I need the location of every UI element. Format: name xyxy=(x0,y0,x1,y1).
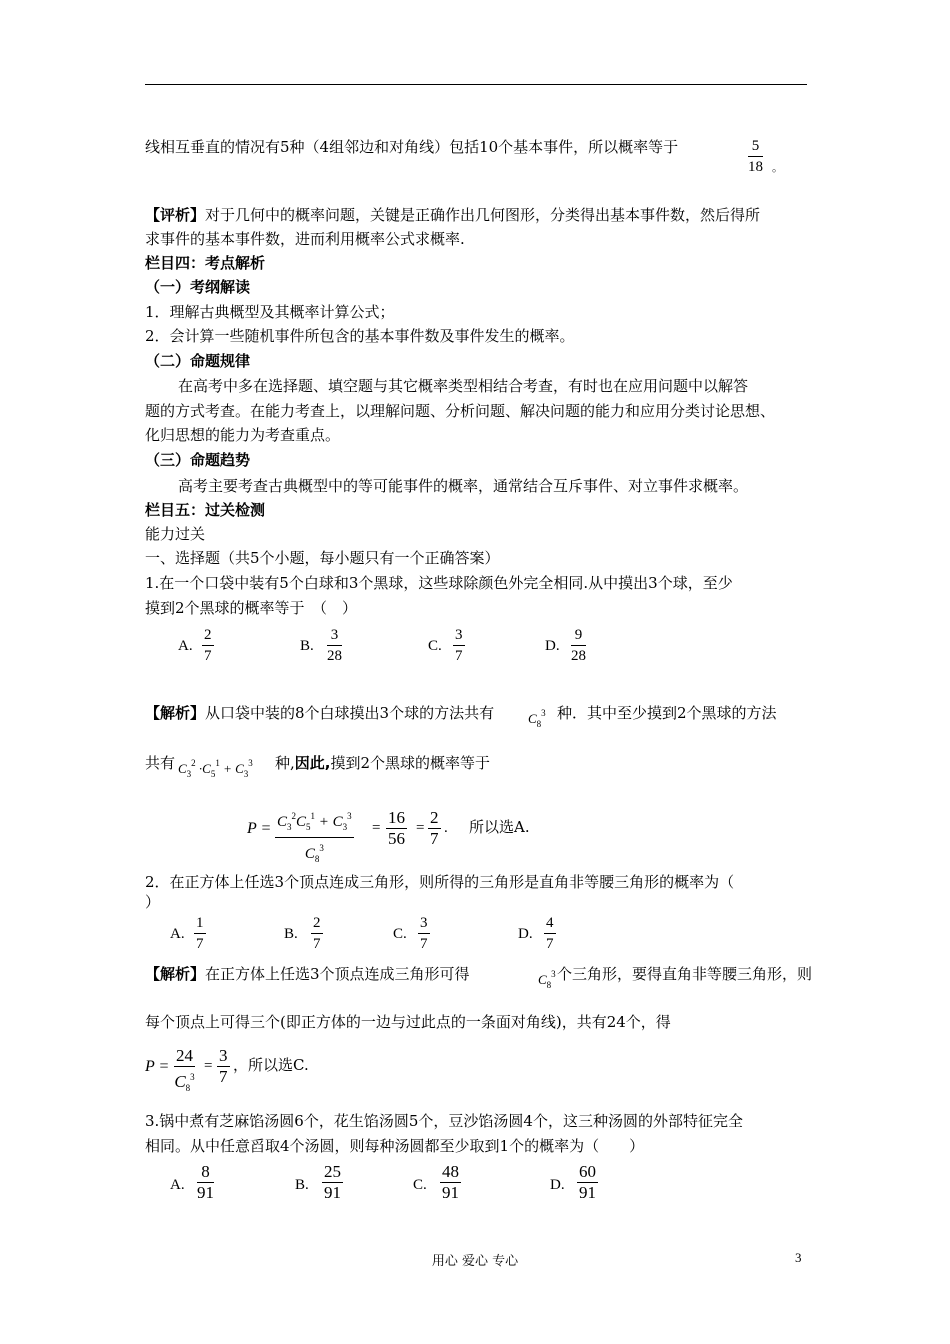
formula-lhs: P = xyxy=(247,820,272,837)
text-line: 1．理解古典概型及其概率计算公式； xyxy=(145,303,395,321)
text-line: 所以选A. xyxy=(469,818,530,836)
text-line: 摸到2个黑球的概率等于 （ ） xyxy=(145,599,358,617)
option-label: C. xyxy=(428,638,442,654)
page-number: 3 xyxy=(795,1250,802,1265)
option-fraction: $\frac{8}{91}$ xyxy=(197,1162,214,1202)
text-line: 相同。从中任意舀取4个汤圆，则每种汤圆都至少取到1个的概率为（ ） xyxy=(145,1137,645,1155)
subsection-heading: （二）命题规律 xyxy=(145,352,251,370)
result-fraction: $\frac{3}{7}$ xyxy=(219,1046,228,1086)
text-end: 。 xyxy=(772,161,783,174)
text-line: 共有 xyxy=(145,754,176,772)
equals-sign: = xyxy=(204,1058,213,1074)
question-1: 1.在一个口袋中装有5个白球和3个黑球，这些球除颜色外完全相同.从中摸出3个球，至少 xyxy=(145,574,733,592)
question-2: 2．在正方体上任选3个顶点连成三角形，则所得的三角形是直角非等腰三角形的概率为（ xyxy=(145,873,735,891)
text-line: 种．其中至少摸到2个黑球的方法 xyxy=(557,704,777,722)
section-heading: 栏目五：过关检测 xyxy=(145,501,266,519)
text-line: 能力过关 xyxy=(145,525,206,543)
question-3: 3.锅中煮有芝麻馅汤圆6个，花生馅汤圆5个，豆沙馅汤圆4个，这三种汤圆的外部特征完全 xyxy=(145,1112,743,1130)
text-line: 每个顶点上可得三个(即正方体的一边与过此点的一条面对角线)，共有24个，得 xyxy=(145,1013,671,1031)
page-footer: 用心 爱心 专心 xyxy=(431,1254,519,1269)
solution-2: 【解析】在正方体上任选3个顶点连成三角形可得 xyxy=(145,965,470,983)
formula-lhs: P = xyxy=(145,1058,170,1075)
result-fraction: $\frac{2}{7}$ xyxy=(430,808,439,848)
equals-sign: = xyxy=(416,820,425,836)
formula-fraction: $\frac{C_3^2C_5^1 + C_3^3}{C_8^3}$ xyxy=(275,806,354,869)
text-line: 高考主要考查古典概型中的等可能事件的概率，通常结合互斥事件、对立事件求概率。 xyxy=(178,477,749,495)
option-fraction: $\frac{4}{7}$ xyxy=(546,915,554,952)
period: . xyxy=(444,820,448,836)
option-fraction: $\frac{25}{91}$ xyxy=(324,1162,341,1202)
option-label: B. xyxy=(300,638,314,654)
text-line: 一、选择题（共5个小题，每小题只有一个正确答案） xyxy=(145,549,500,567)
option-label: B. xyxy=(284,926,298,942)
option-label: D. xyxy=(545,638,560,654)
fraction: $\frac{5}{18}$ xyxy=(748,138,763,175)
option-label: A. xyxy=(178,638,193,654)
text-line: 个三角形，要得直角非等腰三角形，则 xyxy=(557,965,813,983)
subsection-heading: （三）命题趋势 xyxy=(145,451,251,469)
option-fraction: $\frac{2}{7}$ xyxy=(313,915,321,952)
text-line: 题的方式考查。在能力考查上，以理解问题、分析问题、解决问题的能力和应用分类讨论思想、 xyxy=(145,402,776,420)
option-fraction: $\frac{48}{91}$ xyxy=(442,1162,459,1202)
option-fraction: $\frac{3}{7}$ xyxy=(420,915,428,952)
text-line: 线相互垂直的情况有5种（4组邻边和对角线）包括10个基本事件，所以概率等于 xyxy=(145,138,679,156)
text-line: ） xyxy=(145,893,161,911)
option-fraction: $\frac{1}{7}$ xyxy=(196,915,204,952)
subsection-heading: （一）考纲解读 xyxy=(145,278,251,296)
header-rule xyxy=(145,84,807,85)
option-fraction: $\frac{3}{7}$ xyxy=(455,627,463,664)
option-label: C. xyxy=(413,1177,427,1193)
formula-fraction: $\frac{24}{C_8^3}$ xyxy=(174,1046,195,1093)
option-fraction: $\frac{2}{7}$ xyxy=(204,627,212,664)
review-paragraph: 【评析】对于几何中的概率问题，关键是正确作出几何图形，分类得出基本事件数，然后得所 xyxy=(145,206,761,224)
text-line: 在高考中多在选择题、填空题与其它概率类型相结合考查，有时也在应用问题中以解答 xyxy=(178,377,749,395)
combination-expr: $C_8^3$ xyxy=(538,969,556,990)
option-label: C. xyxy=(393,926,407,942)
option-label: B. xyxy=(295,1177,309,1193)
combination-expr: $C_3^2 \cdot C_5^1 + C_3^3$ xyxy=(178,758,253,779)
option-label: D. xyxy=(518,926,533,942)
option-label: A. xyxy=(170,1177,185,1193)
text-line: ，所以选C. xyxy=(233,1056,309,1074)
section-heading: 栏目四：考点解析 xyxy=(145,254,266,272)
option-fraction: $\frac{9}{28}$ xyxy=(571,627,586,664)
text-line: 2．会计算一些随机事件所包含的基本事件数及事件发生的概率。 xyxy=(145,327,575,345)
text-line: 种,因此,摸到2个黑球的概率等于 xyxy=(275,754,491,772)
text-line: 求事件的基本事件数，进而利用概率公式求概率. xyxy=(145,230,465,248)
option-label: D. xyxy=(550,1177,565,1193)
option-fraction: $\frac{60}{91}$ xyxy=(579,1162,596,1202)
text-line: 化归思想的能力为考查重点。 xyxy=(145,426,341,444)
option-fraction: $\frac{3}{28}$ xyxy=(327,627,342,664)
solution-1: 【解析】从口袋中装的8个白球摸出3个球的方法共有 xyxy=(145,704,495,722)
option-label: A. xyxy=(170,926,185,942)
combination-expr: $C_8^3$ xyxy=(528,708,546,729)
equals-sign: = xyxy=(372,820,381,836)
result-fraction: $\frac{16}{56}$ xyxy=(388,808,405,848)
